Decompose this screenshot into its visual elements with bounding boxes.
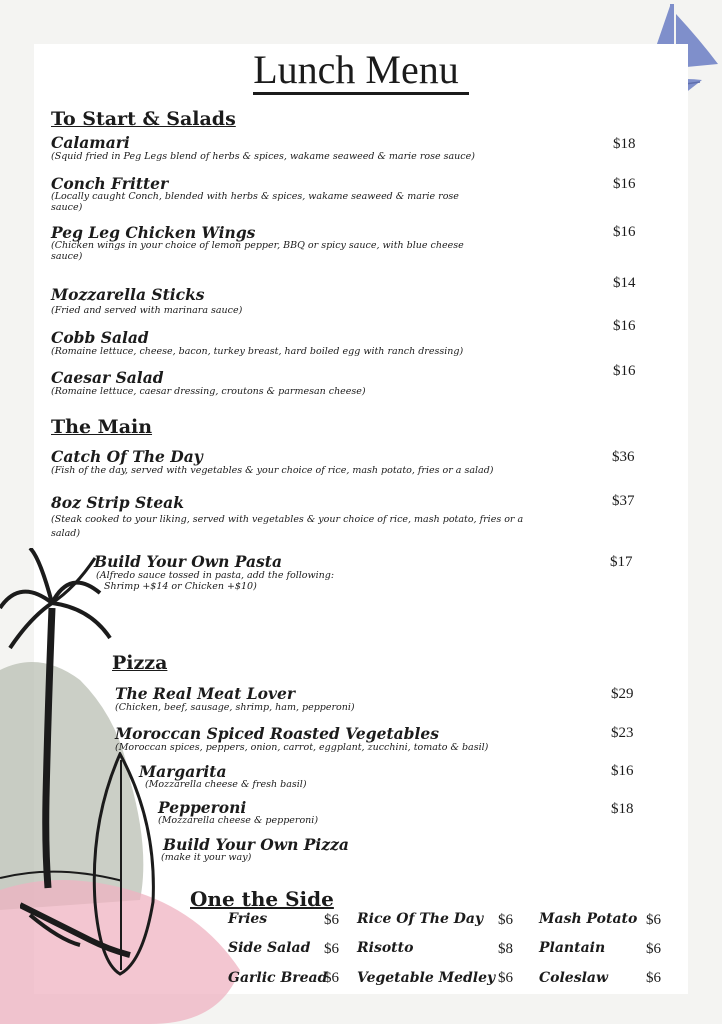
section-heading-sides: One the Side — [190, 887, 334, 911]
menu-item-name: Build Your Own Pasta — [94, 552, 282, 571]
side-item-price: $6 — [646, 970, 661, 986]
side-item-name: Vegetable Medley — [357, 970, 496, 986]
menu-item-price: $29 — [611, 686, 634, 702]
menu-item-name: The Real Meat Lover — [115, 684, 296, 703]
menu-item-price: $16 — [613, 224, 636, 240]
menu-item-name: Catch Of The Day — [51, 447, 203, 466]
menu-item-desc: (Chicken wings in your choice of lemon pepper, BBQ or spicy sauce, with blue cheese sauce) — [51, 240, 464, 262]
side-item-price: $6 — [324, 970, 339, 986]
menu-item-desc-line2: Shrimp +$14 or Chicken +$10) — [104, 581, 257, 592]
side-item-price: $6 — [324, 941, 339, 957]
menu-item-price: $18 — [613, 136, 636, 152]
menu-item-price: $18 — [611, 801, 634, 817]
section-heading-pizza: Pizza — [112, 652, 168, 674]
page-title: Lunch Menu — [34, 46, 688, 93]
side-item-name: Fries — [228, 911, 268, 927]
menu-item-name: Build Your Own Pizza — [163, 835, 349, 854]
side-item-price: $6 — [498, 912, 513, 928]
side-item-price: $6 — [324, 912, 339, 928]
menu-item-price: $14 — [613, 275, 636, 291]
menu-item-price: $16 — [613, 318, 636, 334]
menu-item-desc: (make it your way) — [161, 852, 252, 863]
menu-item-price: $16 — [611, 763, 634, 779]
side-item-name: Mash Potato — [539, 911, 638, 927]
menu-item-desc: (Mozzarella cheese & fresh basil) — [145, 779, 307, 790]
menu-item-price: $37 — [612, 493, 635, 509]
menu-item-desc: (Fried and served with marinara sauce) — [51, 305, 243, 316]
side-item-price: $8 — [498, 941, 513, 957]
menu-item-desc: (Moroccan spices, peppers, onion, carrot, eggplant, zucchini, tomato & basil) — [115, 742, 489, 753]
side-item-name: Plantain — [539, 940, 606, 956]
menu-item-name: Pepperoni — [158, 798, 247, 817]
menu-item-desc: (Romaine lettuce, cheese, bacon, turkey breast, hard boiled egg with ranch dressing) — [51, 346, 464, 357]
menu-item-price: $17 — [610, 554, 633, 570]
menu-item-desc: (Locally caught Conch, blended with herbs & spices, wakame seaweed & marie rose sauce) — [51, 191, 459, 213]
menu-item-name: Calamari — [51, 133, 130, 152]
menu-item-name: Conch Fritter — [51, 174, 169, 193]
menu-item-desc: (Mozzarella cheese & pepperoni) — [158, 815, 319, 826]
side-item-name: Side Salad — [228, 940, 311, 956]
menu-item-name: 8oz Strip Steak — [51, 493, 184, 512]
menu-item-desc: (Steak cooked to your liking, served with vegetables & your choice of rice, mash potato, fries or a salad) — [51, 514, 524, 539]
menu-item-name: Mozzarella Sticks — [51, 285, 205, 304]
side-item-price: $6 — [646, 941, 661, 957]
menu-item-price: $16 — [613, 363, 636, 379]
side-item-price: $6 — [646, 912, 661, 928]
menu-item-name: Moroccan Spiced Roasted Vegetables — [115, 724, 439, 743]
side-item-name: Coleslaw — [539, 970, 609, 986]
menu-item-desc: (Fish of the day, served with vegetables & your choice of rice, mash potato, fries or a salad) — [51, 465, 494, 476]
menu-item-desc: (Romaine lettuce, caesar dressing, croutons & parmesan cheese) — [51, 386, 366, 397]
menu-item-name: Cobb Salad — [51, 328, 149, 347]
menu-item-name: Peg Leg Chicken Wings — [51, 223, 256, 242]
section-heading-starters: To Start & Salads — [51, 108, 236, 130]
section-heading-main: The Main — [51, 416, 153, 438]
menu-item-desc: (Chicken, beef, sausage, shrimp, ham, pepperoni) — [115, 702, 355, 713]
menu-item-name: Margarita — [139, 762, 227, 781]
side-item-name: Rice Of The Day — [357, 911, 484, 927]
menu-item-price: $16 — [613, 176, 636, 192]
menu-item-desc: (Alfredo sauce tossed in pasta, add the following: — [96, 570, 335, 581]
menu-item-price: $23 — [611, 725, 634, 741]
side-item-name: Risotto — [357, 940, 414, 956]
sand-sketch-decoration — [20, 895, 140, 975]
side-item-price: $6 — [498, 970, 513, 986]
menu-item-price: $36 — [612, 449, 635, 465]
menu-item-name: Caesar Salad — [51, 368, 164, 387]
side-item-name: Garlic Bread — [228, 970, 328, 986]
menu-item-desc: (Squid fried in Peg Legs blend of herbs & spices, wakame seaweed & marie rose sauce) — [51, 151, 475, 162]
